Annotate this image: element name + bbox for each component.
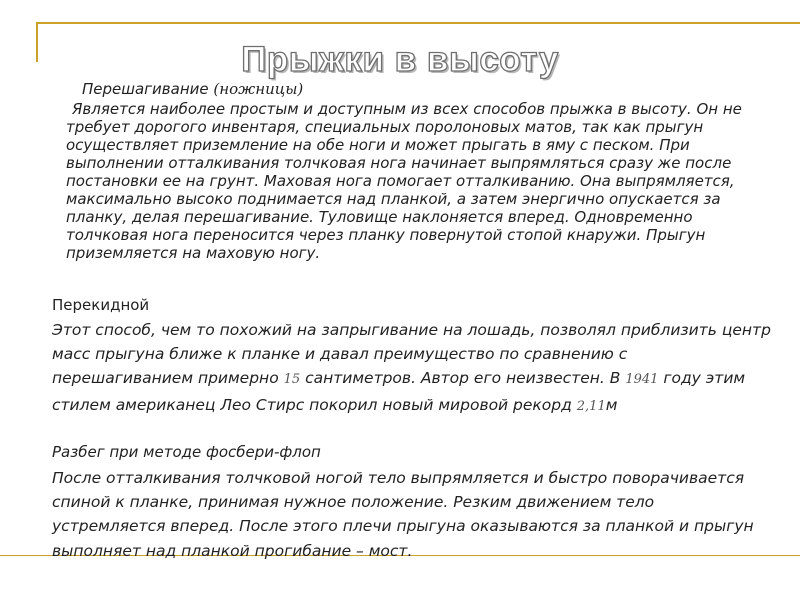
section3-paragraph: После отталкивания толчковой ногой тело выпрямляется и быстро поворачивается спиной к планке, принимая нужное положение. Резким движением тело устремляется вперед. После этого плечи прыгуна оказываются за планкой и прыгун выполняет над планкой прогибание – мост. — [52, 469, 754, 560]
section1-paragraph — [66, 100, 766, 262]
slide-title: Прыжки в высоту — [241, 40, 559, 79]
frame-top-line — [37, 22, 800, 24]
section2-num-c: 2,11 — [576, 398, 606, 414]
section1-heading-text: Перешагивание — [82, 80, 214, 98]
section2-text-d: м — [605, 395, 618, 414]
section2-paragraph — [52, 318, 772, 419]
section1-heading-paren: (ножницы) — [213, 80, 304, 98]
section3-heading: Разбег при методе фосбери-флоп — [52, 443, 321, 461]
section1-text: Является наиболее простым и доступным из всех способов прыжка в высоту. Он не требует дорогого инвентаря, специальных поролоновых матов, так как прыгун осуществляет приземление на обе ноги и может прыгать в яму с песком. При выполнении отталкивания толчковая нога начинает выпрямляться сразу же после постановки ее на грунт. Маховая нога помогает отталкиванию. Она выпрямляется, максимально высоко поднимается над планкой, а затем энергично опускается за планку, делая перешагивание. Туловище наклоняется вперед. Одновременно толчковая нога переносится через планку повернутой стопой кнаружи. Прыгун приземляется на маховую ногу. — [66, 100, 742, 262]
section2-num-a: 15 — [283, 372, 301, 388]
section2-heading: Перекидной — [52, 296, 150, 314]
section2-text-c: году этим стилем американец Лео Стирс покорил новый мировой рекорд — [52, 369, 746, 414]
section2-text-b: сантиметров. Автор его неизвестен. В — [300, 369, 626, 388]
section1-heading — [82, 80, 303, 98]
section2-num-b: 1941 — [625, 372, 659, 388]
section2-text-a: Этот способ, чем то похожий на запрыгивание на лошадь, позволял приблизить центр масс прыгуна ближе к планке и давал преимущество по сравнению с перешагиванием примерно — [52, 321, 771, 388]
